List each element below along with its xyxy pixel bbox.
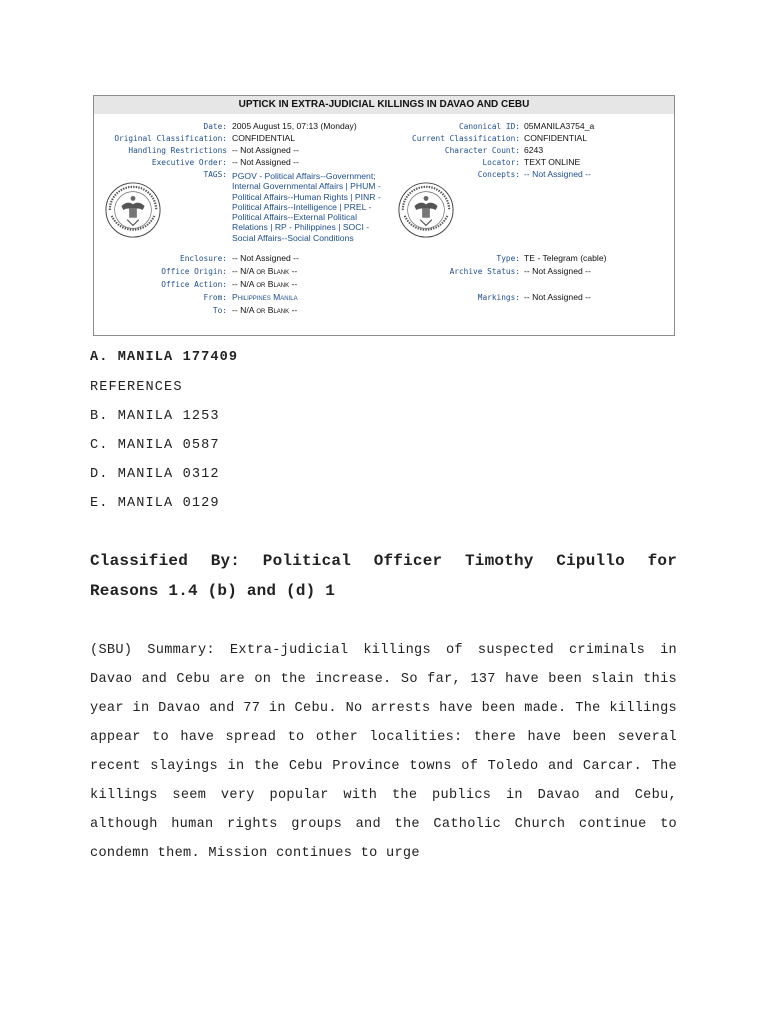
office-origin-value: -- N/A or Blank -- <box>232 266 298 276</box>
office-action-label: Office Action: <box>161 280 227 289</box>
office-action-label-cell <box>94 279 227 290</box>
state-department-seal-left <box>104 181 162 239</box>
type-label-cell <box>384 253 520 264</box>
cable-title: UPTICK IN EXTRA-JUDICIAL KILLINGS IN DAVAO AND CEBU <box>94 96 674 114</box>
from-value-link[interactable]: Philippines Manila <box>232 292 298 302</box>
enclosure-value: -- Not Assigned -- <box>232 253 299 263</box>
current-classification-value: CONFIDENTIAL <box>524 133 588 143</box>
executive-order-label-cell <box>94 157 227 168</box>
executive-order-label: Executive Order: <box>151 158 227 167</box>
summary-paragraph: (SBU) Summary: Extra-judicial killings of suspected criminals in Davao and Cebu are on the increase. So far, 137 have been slain this year in Davao and 77 in Cebu. No arrests have been made. The killings appear to have spread to other localities: there have been several recent slayings in the Cebu Province towns of Toledo and Carcar. The killings seem very popular with the publics in Davao and Cebu, although human rights groups and the Catholic Church continue to condemn them. Mission continues to urge <box>90 643 677 861</box>
concepts-label: Concepts: <box>477 170 520 179</box>
reference-e: E. MANILA 0129 <box>90 496 220 511</box>
markings-value: -- Not Assigned -- <box>524 292 591 302</box>
concepts-label-cell <box>384 169 520 180</box>
reference-b: B. MANILA 1253 <box>90 409 220 424</box>
office-origin-label-cell <box>94 266 227 277</box>
locator-label-cell <box>384 157 520 168</box>
markings-label-cell <box>384 292 520 303</box>
references-heading: REFERENCES <box>90 380 183 395</box>
reference-d: D. MANILA 0312 <box>90 467 220 482</box>
original-classification-label: Original Classification: <box>114 134 227 143</box>
original-classification-value: CONFIDENTIAL <box>232 133 296 143</box>
handling-restrictions-value: -- Not Assigned -- <box>232 145 299 155</box>
executive-order-value: -- Not Assigned -- <box>232 157 299 167</box>
archive-status-label-cell <box>384 266 520 277</box>
to-label-cell <box>94 305 227 316</box>
tags-label: TAGS: <box>203 170 227 179</box>
enclosure-label-cell <box>94 253 227 264</box>
locator-value: TEXT ONLINE <box>524 157 581 167</box>
archive-status-label: Archive Status: <box>449 267 520 276</box>
canonical-id-value: 05MANILA3754_a <box>524 121 595 131</box>
tags-label-cell <box>94 169 227 180</box>
handling-restrictions-label-cell <box>94 145 227 156</box>
state-department-seal-right <box>397 181 455 239</box>
to-value: -- N/A or Blank -- <box>232 305 298 315</box>
from-label: From: <box>203 293 227 302</box>
date-label: Date: <box>203 122 227 131</box>
date-value: 2005 August 15, 07:13 (Monday) <box>232 121 357 131</box>
office-action-value: -- N/A or Blank -- <box>232 279 298 289</box>
tags-value[interactable]: PGOV - Political Affairs--Government; Internal Governmental Affairs | PHUM - Political Affairs--Human Rights | PINR - Political Affairs--Intelligence | PREL - Political Affairs--External Political Relations | RP - Philippines | SOCI - Social Affairs--Social Conditions <box>232 171 381 243</box>
character-count-value: 6243 <box>524 145 544 155</box>
type-value: TE - Telegram (cable) <box>524 253 607 263</box>
date-label-cell <box>94 121 227 132</box>
original-classification-label-cell <box>94 133 227 144</box>
cable-metadata-box <box>93 95 675 336</box>
reference-a: A. MANILA 177409 <box>90 350 239 365</box>
archive-status-value: -- Not Assigned -- <box>524 266 591 276</box>
canonical-id-label: Canonical ID: <box>458 122 520 131</box>
reference-c: C. MANILA 0587 <box>90 438 220 453</box>
classified-by-line: Classified By: Political Officer Timothy Cipullo for Reasons 1.4 (b) and (d) 1 <box>90 552 677 600</box>
character-count-label-cell <box>384 145 520 156</box>
concepts-value: -- Not Assigned -- <box>524 169 591 179</box>
locator-label: Locator: <box>482 158 520 167</box>
markings-label: Markings: <box>477 293 520 302</box>
eagle-seal-icon <box>397 181 455 239</box>
from-label-cell <box>94 292 227 303</box>
to-label: To: <box>212 306 227 315</box>
current-classification-label-cell <box>384 133 520 144</box>
enclosure-label: Enclosure: <box>180 254 227 263</box>
canonical-id-label-cell <box>384 121 520 132</box>
type-label: Type: <box>496 254 520 263</box>
character-count-label: Character Count: <box>444 146 520 155</box>
eagle-seal-icon <box>104 181 162 239</box>
handling-restrictions-label: Handling Restrictions <box>128 146 227 155</box>
office-origin-label: Office Origin: <box>161 267 227 276</box>
current-classification-label: Current Classification: <box>412 134 520 143</box>
